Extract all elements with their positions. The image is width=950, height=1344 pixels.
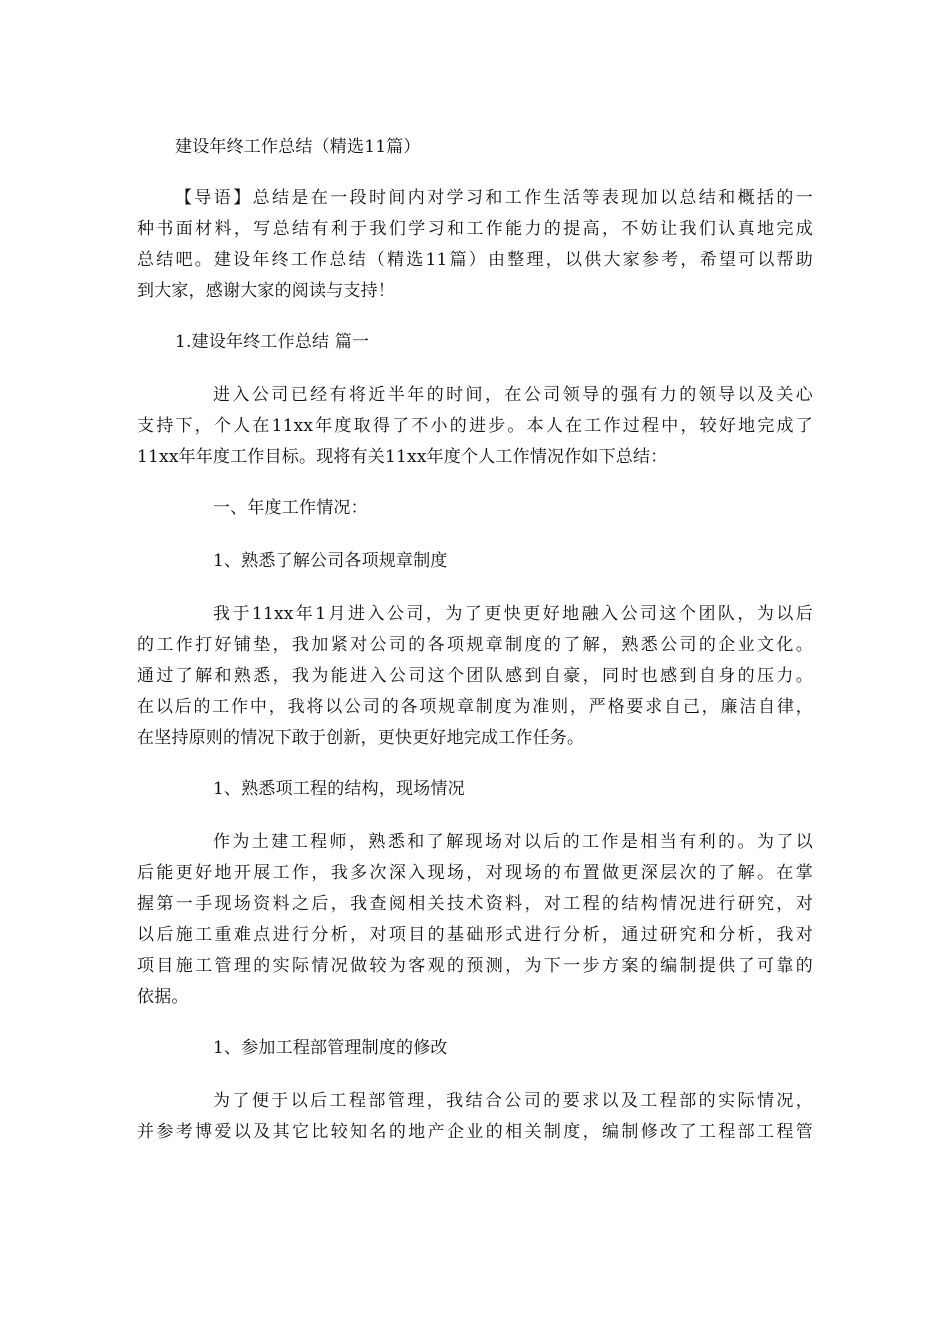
paragraph-line: 并参考博爱以及其它比较知名的地产企业的相关制度，编制修改了工程部工程管: [137, 1122, 813, 1142]
paragraph-line: 作为土建工程师，熟悉和了解现场对以后的工作是相当有利的。为了以: [213, 832, 813, 852]
paragraph-4: [137, 1086, 813, 1148]
paragraph-line: 握第一手现场资料之后，我查阅相关技术资料，对工程的结构情况进行研究，对: [137, 894, 813, 914]
intro-paragraph: [137, 183, 813, 307]
document-body: [137, 132, 813, 1168]
paragraph-line: 在坚持原则的情况下敢于创新，更快更好地完成工作任务。: [137, 728, 585, 748]
paragraph-line: 以后施工重难点进行分析，对项目的基础形式进行分析，通过研究和分析，我对: [137, 925, 813, 945]
paragraph-2: [137, 599, 813, 754]
paragraph-line: 11xx年年度工作目标。现将有关11xx年度个人工作情况作如下总结：: [137, 447, 668, 467]
paragraph-line: 支持下，个人在11xx年度取得了不小的进步。本人在工作过程中，较好地完成了: [137, 416, 813, 436]
document-title: 建设年终工作总结（精选11篇）: [175, 137, 421, 157]
intro-line: 总结吧。建设年终工作总结（精选11篇）由整理，以供大家参考，希望可以帮助: [137, 250, 813, 270]
intro-line: 种书面材料，写总结有利于我们学习和工作能力的提高，不妨让我们认真地完成: [137, 219, 813, 239]
paragraph-line: 的工作打好铺垫，我加紧对公司的各项规章制度的了解，熟悉公司的企业文化。: [137, 635, 813, 655]
heading-project-structure: 1、熟悉项工程的结构，现场情况: [213, 779, 465, 799]
paragraph-1: [137, 380, 813, 473]
paragraph-line: 为了便于以后工程部管理，我结合公司的要求以及工程部的实际情况，: [213, 1091, 813, 1111]
heading-annual-work: 一、年度工作情况：: [213, 498, 368, 518]
paragraph-line: 项目施工管理的实际情况做较为客观的预测，为下一步方案的编制提供了可靠的: [137, 956, 813, 976]
paragraph-line: 后能更好地开展工作，我多次深入现场，对现场的布置做更深层次的了解。在掌: [137, 863, 813, 883]
section-heading: 1.建设年终工作总结 篇一: [175, 332, 370, 352]
paragraph-line: 通过了解和熟悉，我为能进入公司这个团队感到自豪，同时也感到自身的压力。: [137, 666, 813, 686]
intro-line: 【导语】总结是在一段时间内对学习和工作生活等表现加以总结和概括的一: [175, 188, 813, 208]
paragraph-line: 在以后的工作中，我将以公司的各项规章制度为准则，严格要求自己，廉洁自律，: [137, 697, 813, 717]
paragraph-line: 我于11xx年1月进入公司，为了更快更好地融入公司这个团队，为以后: [213, 604, 813, 624]
heading-system-revision: 1、参加工程部管理制度的修改: [213, 1038, 448, 1058]
paragraph-line: 进入公司已经有将近半年的时间，在公司领导的强有力的领导以及关心: [213, 385, 813, 405]
heading-company-rules: 1、熟悉了解公司各项规章制度: [213, 551, 448, 571]
intro-line: 到大家，感谢大家的阅读与支持！: [137, 281, 395, 301]
paragraph-line: 依据。: [137, 987, 189, 1007]
paragraph-3: [137, 827, 813, 1013]
